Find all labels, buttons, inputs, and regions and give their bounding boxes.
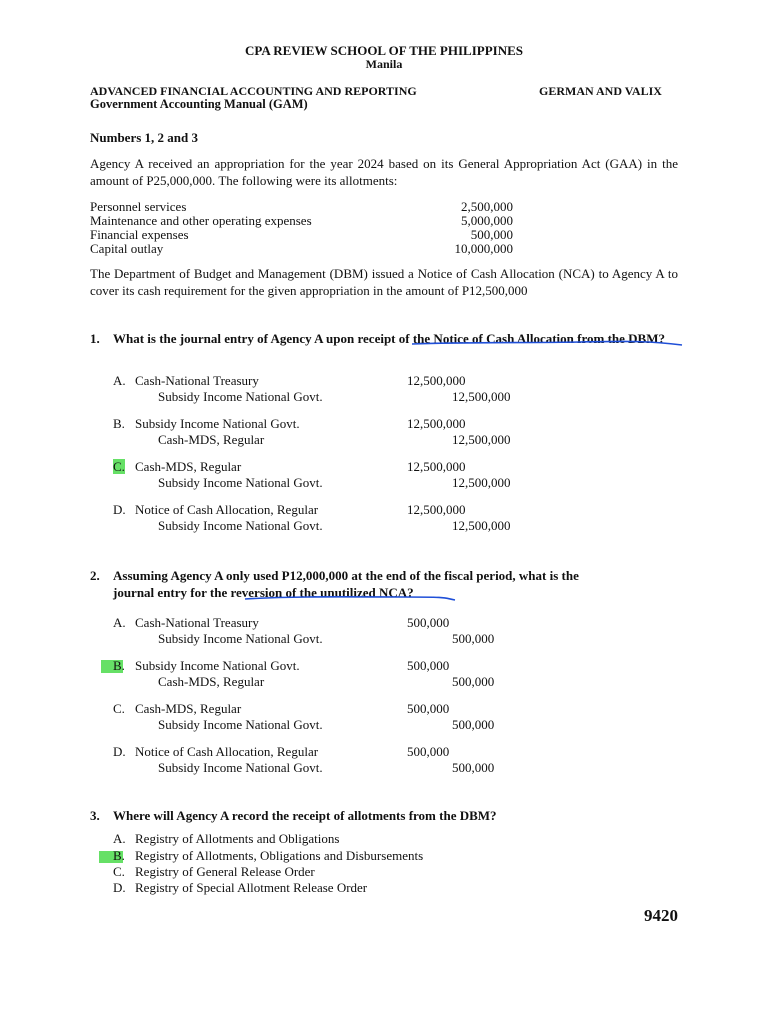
debit-account: Subsidy Income National Govt. [135,658,300,673]
option-letter: B. [113,416,125,431]
intro-paragraph: Agency A received an appropriation for the year 2024 based on its General Appropriation Act (GAA) in the amount of P25,000,000. The following were its allotments: [90,156,678,188]
credit-account: Subsidy Income National Govt. [158,717,323,732]
q3-option-a-text: Registry of Allotments and Obligations [135,831,340,846]
credit-account: Subsidy Income National Govt. [158,475,323,490]
debit-amount: 12,500,000 [407,502,466,517]
credit-amount: 12,500,000 [452,475,511,490]
credit-amount: 500,000 [452,674,495,689]
section-title: Numbers 1, 2 and 3 [90,130,198,145]
allotment-label: Maintenance and other operating expenses [90,213,312,228]
course-title: ADVANCED FINANCIAL ACCOUNTING AND REPORTING [90,84,417,98]
debit-amount: 12,500,000 [407,416,466,431]
allotment-amount: 10,000,000 [454,241,513,256]
q3-option-c[interactable] [113,864,125,880]
q3-text: Where will Agency A record the receipt of allotments from the DBM? [113,808,497,823]
credit-amount: 500,000 [452,760,495,775]
option-letter: A. [113,831,126,846]
option-letter: D. [113,744,126,759]
credit-amount: 500,000 [452,631,495,646]
q1-pen-underline [410,338,685,350]
option-letter: C. [113,864,125,879]
allotment-amount: 500,000 [470,227,513,242]
credit-amount: 12,500,000 [452,518,511,533]
credit-account: Subsidy Income National Govt. [158,760,323,775]
allotment-label: Financial expenses [90,227,189,242]
allotment-amount: 5,000,000 [461,213,513,228]
page-number: 9420 [644,906,678,925]
q2-pen-underline [243,592,458,604]
q3-option-a[interactable] [113,831,126,847]
q1-text: What is the journal entry of Agency A upon receipt of the Notice of Cash Allocation from the DBM? [113,331,665,346]
debit-amount: 500,000 [407,658,450,673]
credit-account: Cash-MDS, Regular [158,674,265,689]
allotment-label: Personnel services [90,199,187,214]
q3-option-d-text: Registry of Special Allotment Release Order [135,880,368,895]
q2-number: 2. [90,568,100,583]
option-letter-highlighted: B. [113,848,125,863]
credit-account: Subsidy Income National Govt. [158,518,323,533]
credit-amount: 12,500,000 [452,389,511,404]
debit-account: Cash-MDS, Regular [135,459,242,474]
q1-number: 1. [90,331,100,346]
credit-amount: 500,000 [452,717,495,732]
q3-option-b[interactable] [113,848,125,864]
q2-underlined-phrase: reversion of the unutilized NCA [230,585,408,600]
debit-amount: 500,000 [407,744,450,759]
credit-account: Cash-MDS, Regular [158,432,265,447]
debit-account: Notice of Cash Allocation, Regular [135,744,319,759]
credit-account: Subsidy Income National Govt. [158,631,323,646]
q1-underlined-phrase: receipt of the Notice of Cash Allocation [357,331,574,346]
debit-account: Subsidy Income National Govt. [135,416,300,431]
option-letter: D. [113,502,126,517]
debit-account: Cash-MDS, Regular [135,701,242,716]
q2-text: Assuming Agency A only used P12,000,000 at the end of the fiscal period, what is the journal entry for the reversion of the unutilized NCA? [113,568,579,600]
debit-account: Notice of Cash Allocation, Regular [135,502,319,517]
debit-amount: 500,000 [407,701,450,716]
option-letter: D. [113,880,126,895]
q3-option-c-text: Registry of General Release Order [135,864,315,879]
credit-account: Subsidy Income National Govt. [158,389,323,404]
debit-amount: 500,000 [407,615,450,630]
q3-number: 3. [90,808,100,823]
option-letter: C. [113,701,125,716]
allotment-amount: 2,500,000 [461,199,513,214]
debit-amount: 12,500,000 [407,459,466,474]
debit-amount: 12,500,000 [407,373,466,388]
subject-title: Government Accounting Manual (GAM) [90,97,308,111]
q3-option-d[interactable] [113,880,126,896]
option-letter: A. [113,615,126,630]
credit-amount: 12,500,000 [452,432,511,447]
allotment-label: Capital outlay [90,241,164,256]
school-name: CPA REVIEW SCHOOL OF THE PHILIPPINES [245,43,523,58]
school-city: Manila [365,57,403,71]
q3-option-b-text: Registry of Allotments, Obligations and Disbursements [135,848,424,863]
authors: GERMAN AND VALIX [539,84,662,98]
option-letter-highlighted: C. [113,459,125,474]
nca-paragraph: The Department of Budget and Management (DBM) issued a Notice of Cash Allocation (NCA) to Agency A to cover its cash requirement for the given appropriation in the amount of P12,500,000 [90,266,678,298]
option-letter-highlighted: B. [113,658,125,673]
debit-account: Cash-National Treasury [135,615,259,630]
debit-account: Cash-National Treasury [135,373,259,388]
option-letter: A. [113,373,126,388]
